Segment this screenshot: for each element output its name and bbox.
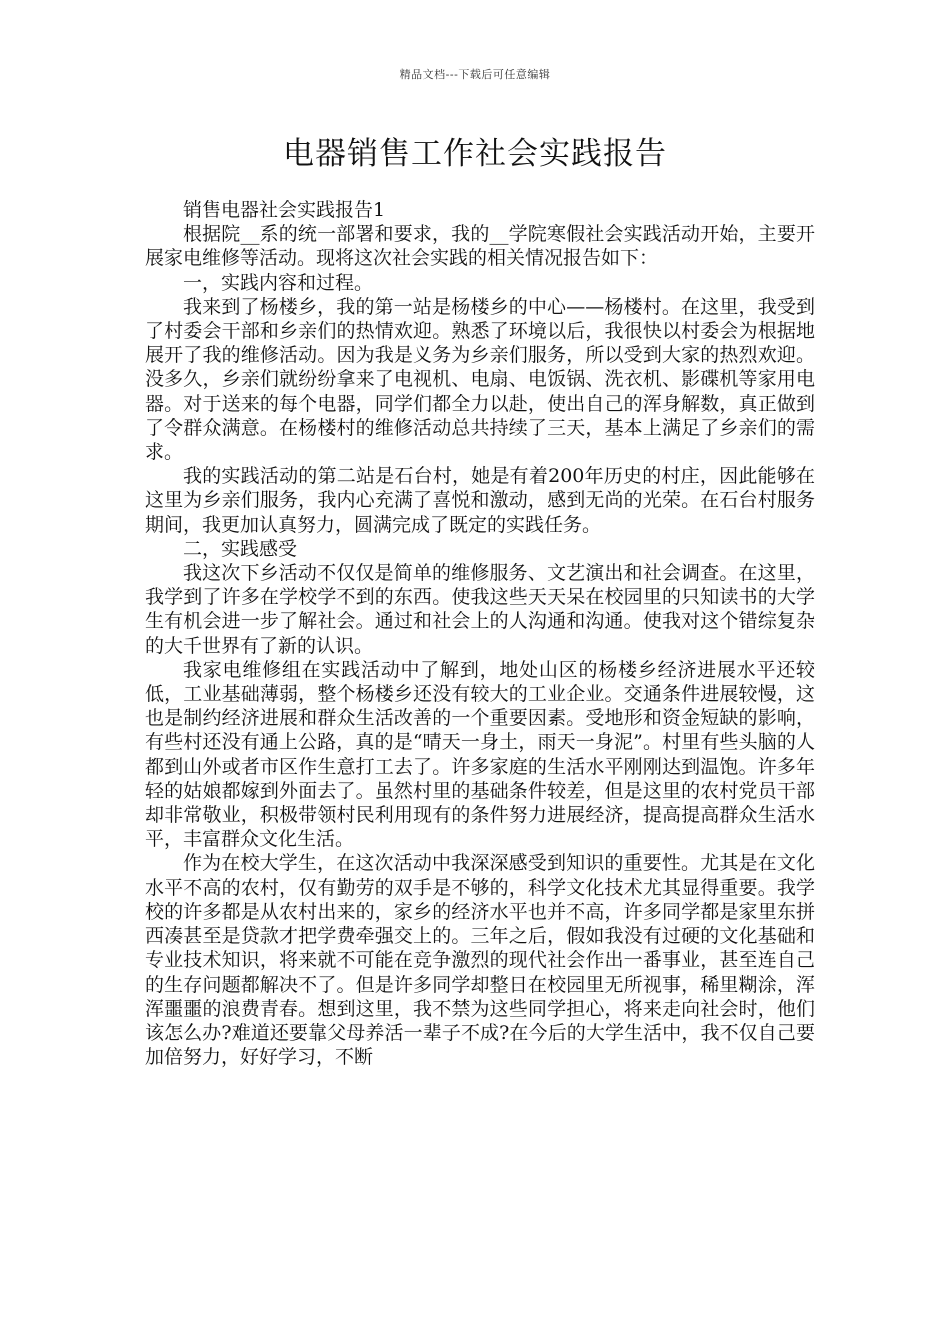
subtitle-paragraph: 销售电器社会实践报告1 [183,199,386,221]
section-heading: 一，实践内容和过程。 [183,271,374,294]
body-paragraph: 我的实践活动的第二站是石台村，她是有着200年历史的村庄，因此能够在这里为乡亲们服务，我内心充满了喜悦和激动，感到无尚的光荣。在石台村服务期间，我更加认真努力，圆满完成了既定的实践任务。 [145,465,815,536]
section-heading: 二，实践感受 [183,537,298,560]
body-paragraph: 我家电维修组在实践活动中了解到，地处山区的杨楼乡经济进展水平还较低，工业基础薄弱，整个杨楼乡还没有较大的工业企业。交通条件进展较慢，这也是制约经济进展和群众生活改善的一个重要因素。受地形和资金短缺的影响，有些村还没有通上公路，真的是“晴天一身土，雨天一身泥”。村里有些头脑的人都到山外或者市区作生意打工去了。许多家庭的生活水平刚刚达到温饱。许多年轻的姑娘都嫁到外面去了。虽然村里的基础条件较差，但是这里的农村党员干部却非常敬业，积极带领村民利用现有的条件努力进展经济，提高提高群众生活水平，丰富群众文化生活。 [145,658,815,851]
header-note: 精品文档---下载后可任意编辑 [399,68,551,81]
document-title: 电器销售工作社会实践报告 [283,136,667,172]
body-paragraph: 根据院__系的统一部署和要求，我的__学院寒假社会实践活动开始，主要开展家电维修等活动。现将这次社会实践的相关情况报告如下： [145,223,815,270]
body-paragraph: 我来到了杨楼乡，我的第一站是杨楼乡的中心——杨楼村。在这里，我受到了村委会干部和乡亲们的热情欢迎。熟悉了环境以后，我很快以村委会为根据地展开了我的维修活动。因为我是义务为乡亲们服务，所以受到大家的热烈欢迎。没多久，乡亲们就纷纷拿来了电视机、电扇、电饭锅、洗衣机、影碟机等家用电器。对于送来的每个电器，同学们都全力以赴，使出自己的浑身解数，真正做到了令群众满意。在杨楼村的维修活动总共持续了三天，基本上满足了乡亲们的需求。 [145,295,815,464]
body-paragraph: 作为在校大学生，在这次活动中我深深感受到知识的重要性。尤其是在文化水平不高的农村，仅有勤劳的双手是不够的，科学文化技术尤其显得重要。我学校的许多都是从农村出来的，家乡的经济水平也并不高，许多同学都是家里东拼西凑甚至是贷款才把学费牵强交上的。三年之后，假如我没有过硬的文化基础和专业技术知识，将来就不可能在竞争激烈的现代社会作出一番事业，甚至连自己的生存问题都解决不了。但是许多同学却整日在校园里无所视事，稀里糊涂，浑浑噩噩的浪费青春。想到这里，我不禁为这些同学担心，将来走向社会时，他们该怎么办?难道还要靠父母养活一辈子不成?在今后的大学生活中，我不仅自己要加倍努力，好好学习，不断 [145,852,815,1069]
body-paragraph: 我这次下乡活动不仅仅是简单的维修服务、文艺演出和社会调查。在这里，我学到了许多在学校学不到的东西。使我这些天天呆在校园里的只知读书的大学生有机会进一步了解社会。通过和社会上的人沟通和沟通。使我对这个错综复杂的大千世界有了新的认识。 [145,562,815,657]
body-text [145,198,815,1069]
